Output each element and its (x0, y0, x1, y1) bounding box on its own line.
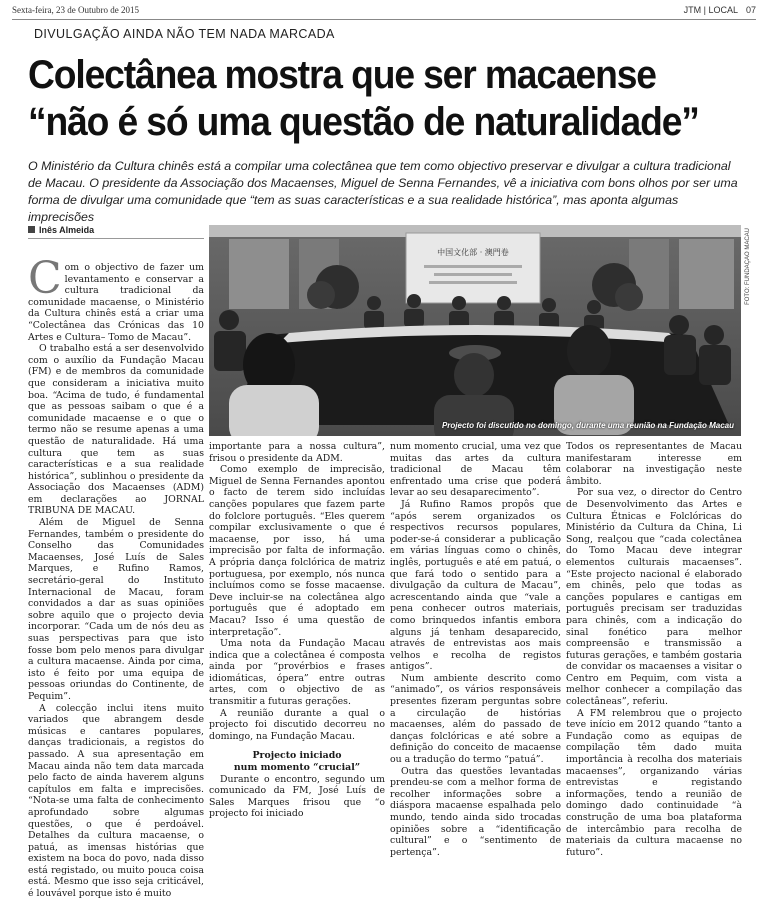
paragraph: Uma nota da Fundação Macau indica que a colectânea é composta ainda por “provérbios e frases idiomáticas, ópera” entre outras artes, com o objectivo de as transmitir a futuras gerações. (209, 638, 385, 708)
headline-line-1: Colectânea mostra que ser macaense (28, 53, 656, 97)
byline (28, 225, 204, 237)
photo-banner-text: 中国文化部 · 澳門卷 (437, 248, 509, 257)
byline-rule (28, 238, 204, 239)
paragraph-text: om o objectivo de fazer um levantamento e conservar a cultura tradicional da comunidade macaense, o Ministério da Cultura chinês está a criar uma “Colectânea das Crónicas das 10 Artes e Cultura– Tomo de Macau”. (28, 262, 204, 343)
paragraph: Por sua vez, o director do Centro de Desenvolvimento das Artes e Cultura Étnicas e Folclóricas do Ministério da Cultura da China, Li Song, realçou que “cada colectânea do Tomo Macau deve integrar elementos culturais macaenses”. “Este projecto nacional é elaborado em chinês, pelo que todas as canções populares e cantigas em português precisam ser traduzidas para chinês, com a indicação do sinal fonético para melhor compreensão e transmissão a futuras gerações, e também gostaria de convidar os macaenses a visitar o Centro em Pequim, com vista a melhor conhecer a compilação das colectâneas”, referiu. (566, 487, 742, 708)
paragraph: O trabalho está a ser desenvolvido com o auxílio da Fundação Macau (FM) e de membros da comunidade que consideram a iniciativa muito boa. “Acima de tudo, é fundamental que as pessoas saibam o que é a comunidade macaense e o que o termo não se resume apenas a uma questão de naturalidade. Há uma cultura que tem as suas características e a sua realidade histórica”, sublinhou o presidente da Associação dos Macaenses (ADM) em declarações ao JORNAL TRIBUNA DE MACAU. (28, 343, 204, 517)
paragraph: Outra das questões levantadas prendeu-se com a melhor forma de recolher informações sobre a diáspora macaense espalhada pelo mundo, tendo ainda sido trocadas opiniões sobre a “identificação cultural” e o “sentimento de pertença”. (390, 765, 561, 858)
paragraph: Num ambiente descrito como “animado”, os vários responsáveis presentes fizeram perguntas sobre a circulação de histórias macaenses, além do passado de danças folclóricas e até sobre a definição do conceito de macaense ou a tradução do termo “patuá”. (390, 672, 561, 766)
article-kicker: DIVULGAÇÃO AINDA NÃO TEM NADA MARCADA (34, 27, 335, 41)
photo-credit: FOTO: FUNDAÇÃO MACAU (745, 228, 751, 305)
issue-date: Sexta-feira, 23 de Outubro de 2015 (12, 5, 139, 15)
paragraph: importante para a nossa cultura”, frisou o presidente da ADM. (209, 441, 385, 464)
subheading-line-1: Projecto iniciado (252, 750, 342, 762)
paragraph: A colecção inclui itens muito variados que abrangem desde músicas e cantares populares, danças tradicionais, a registos do passado. A sua apresentação em Macau ainda não tem data marcada pelo facto de ainda haverem alguns capítulos em falta e imprecisões. “Nota-se uma falta de conhecimento aprofundado sobre algumas questões, o que é perdoável. Detalhes da cultura macaense, o patuá, as imensas histórias que existem na boca do povo, nada disso está registado, ou muito pouca coisa está. Mesmo que isso seja criticável, é louvável porque isto é muito (28, 702, 204, 900)
byline-author: Inês Almeida (39, 225, 95, 235)
paragraph: Além de Miguel de Senna Fernandes, também o presidente do Conselho das Comunidades Macaenses, José Luís de Sales Marques, e Rufino Ramos, secretário-geral do Instituto Internacional de Macau, foram convidados a dar as suas opiniões sobre aquilo que o projecto devia incorporar. “Cada um de nós deu as suas perspectivas para que isto fosse bom pelo menos para divulgar a cultura macaense. Ainda por cima, isto é feito por uma equipa de pessoas oriundas do Continente, de Pequim”. (28, 517, 204, 702)
header-rule (12, 19, 756, 20)
article-photo (209, 225, 741, 436)
subheading-line-2: num momento “crucial” (233, 762, 361, 774)
paragraph: A reunião durante a qual o projecto foi discutido decorreu no domingo, na Fundação Macau. (209, 707, 385, 742)
article-lead: O Ministério da Cultura chinês está a compilar uma colectânea que tem como objectivo preservar e divulgar a cultura tradicional de Macau. O presidente da Associação dos Macaenses, Miguel de Senna Fernandes, vê a iniciativa com bons olhos por ser uma forma de divulgar uma comunidade que “tem as suas características e a sua realidade histórica”, mas aponta algumas imprecisões (28, 159, 738, 224)
paragraph (28, 253, 204, 343)
paragraph: Todos os representantes de Macau manifestaram interesse em colaborar na investigação neste âmbito. (566, 441, 742, 487)
article-column-4 (566, 441, 742, 858)
article-column-1 (28, 253, 204, 900)
paragraph: Já Rufino Ramos propôs que “após serem organizados os respectivos recursos populares, poder-se-á considerar a publicação em várias línguas como o chinês, inglês, português e até em patuá, o que fará todo o sentido para a divulgação da cultura de Macau”, acrescentando ainda que “vale a pena conhecer outros materiais, como brinquedos infantis embora alguns já tenham desaparecido, através de entrevistas aos mais velhos e recolha de registos antigos”. (390, 498, 561, 673)
paragraph: Como exemplo de imprecisão, Miguel de Senna Fernandes apontou o facto de terem sido incluídas canções populares que fazem parte do folclore português. “Eles querem compilar exclusivamente o que é macaense, por isso, há uma imprecisão por falta de informação. A própria dança folclórica de matriz portuguesa, por exemplo, nós nunca incluímos como se fosse macaense. Deve incluir-se na colectânea algo português que é adoptado em Macau? Isso é uma questão de interpretação”. (209, 464, 385, 638)
article-column-2 (209, 441, 385, 820)
subheading (209, 750, 385, 773)
section-label: JTM | LOCAL (683, 5, 738, 15)
headline-line-2: “não é só uma questão de naturalidade” (28, 100, 699, 144)
meeting-photo-illustration (209, 225, 741, 436)
drop-cap: C (28, 253, 62, 304)
byline-square-icon (28, 226, 35, 233)
paragraph: num momento crucial, uma vez que muitas das artes da cultura tradicional de Macau têm enfrentado uma crise que poderá levar ao seu desaparecimento”. (390, 441, 561, 499)
paragraph: Durante o encontro, segundo um comunicado da FM, José Luís de Sales Marques frisou que “o projecto foi iniciado (209, 773, 385, 820)
page-number: 07 (745, 5, 756, 15)
article-column-3 (390, 441, 561, 858)
paragraph: A FM relembrou que o projecto teve início em 2012 quando “tanto a Fundação como as equipas de compilação têm dado muita importância à recolha dos materiais macaenses”, organizando várias entrevistas e registando informações, tendo a reunião de domingo dado continuidade “à construção de uma boa plataforma de intercâmbio para recolha de materiais da cultura macaense no futuro”. (566, 707, 742, 858)
photo-caption: Projecto foi discutido no domingo, durante uma reunião na Fundação Macau (441, 421, 734, 430)
